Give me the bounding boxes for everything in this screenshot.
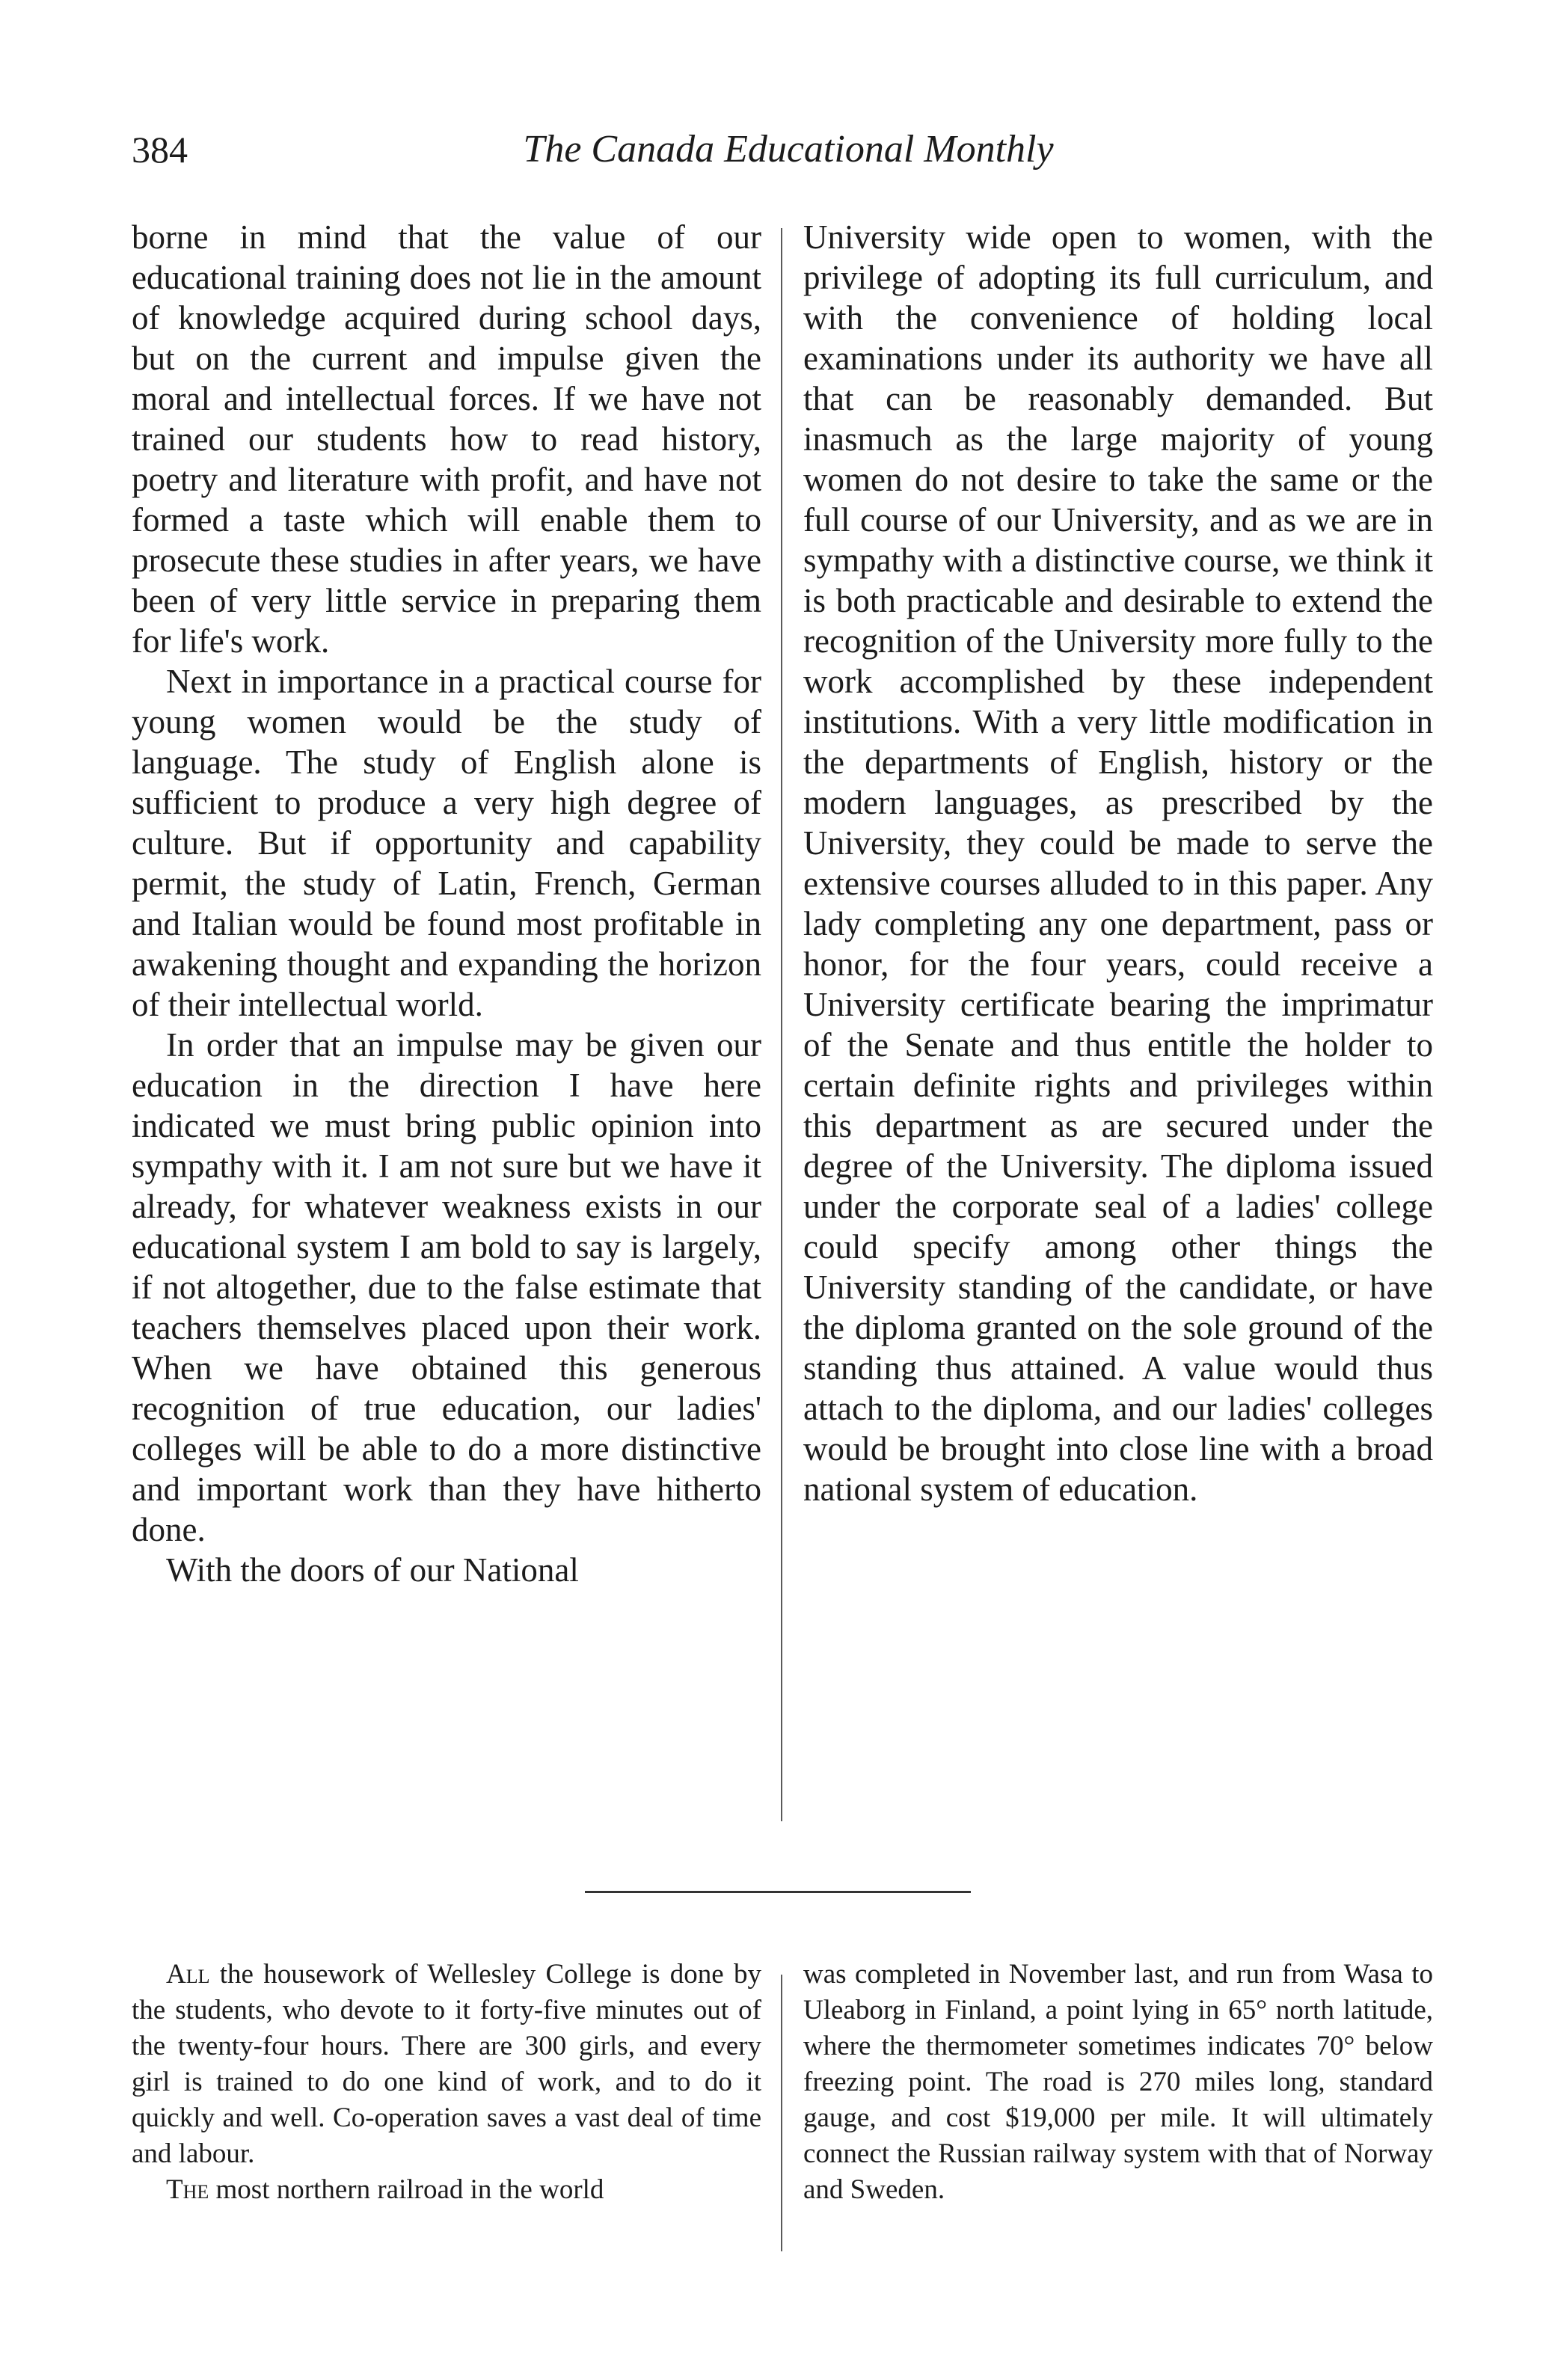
running-title: The Canada Educational Monthly <box>523 128 1054 171</box>
note-text: most northern railroad in the world <box>209 2174 604 2205</box>
notes-right-column <box>803 1957 1433 2208</box>
paragraph: University wide open to women, with the privilege of adopting its full curriculum, and with the convenience of holding local examinations under its authority we have all that can be reasonably demanded. But inasmuch as the large majority of young women do not desire to take the same or the full course of our University, and as we are in sympathy with a distinctive course, we think it is both practicable and desirable to extend the recognition of the University more fully to the work accomplished by these independent institutions. With a very little modification in the departments of English, history or the modern languages, as prescribed by the University, they could be made to serve the extensive courses alluded to in this paper. Any lady completing any one department, pass or honor, for the four years, could receive a University certificate bearing the imprimatur of the Senate and thus entitle the holder to certain definite rights and privileges within this department as are secured under the degree of the University. The diploma issued under the corporate seal of a ladies' college could specify among other things the University standing of the candidate, or have the diploma granted on the sole ground of the standing thus attained. A value would thus attach to the diploma, and our ladies' colleges would be brought into close line with a broad national system of education. <box>803 218 1433 1508</box>
note-text: the housework of Wellesley College is done by the students, who devote to it forty-five minutes out of the twenty-four hours. There are 300 girls, and every girl is trained to do one kind of work, and to do it quickly and well. Co-operation saves a vast deal of time and labour. <box>132 1959 761 2169</box>
news-note-railroad <box>132 2172 761 2208</box>
note-lead: The <box>166 2174 209 2205</box>
paragraph: borne in mind that the value of our educational training does not lie in the amount of knowledge acquired during school days, but on the current and impulse given the moral and intellectual forces. If we have not trained our students how to read history, poetry and literature with profit, and have not formed a taste which will enable them to prosecute these studies in after years, we have been of very little service in preparing them for life's work. <box>132 218 761 660</box>
news-note-wellesley <box>132 1957 761 2172</box>
section-divider <box>585 1891 971 1893</box>
column-divider <box>781 228 782 1821</box>
paragraph: With the doors of our National <box>166 1551 579 1589</box>
notes-left-column <box>132 1957 761 2208</box>
column-divider <box>781 1975 782 2251</box>
paragraph: was completed in November last, and run from Wasa to Uleaborg in Finland, a point lying in 65° north latitude, where the thermometer sometimes indicates 70° below freezing point. The road is 270 miles long, standard gauge, and cost $19,000 per mile. It will ultimately connect the Russian railway system with that of Norway and Sweden. <box>803 1959 1433 2205</box>
main-right-column <box>803 217 1433 1509</box>
paragraph: In order that an impulse may be given our education in the direction I have here indicated we must bring public opinion into sympathy with it. I am not sure but we have it already, for whatever weakness exists in our educational system I am bold to say is largely, if not altogether, due to the false estimate that teachers themselves placed upon their work. When we have obtained this generous recognition of true education, our ladies' colleges will be able to do a more distinctive and important work than they have hitherto done. <box>132 1026 761 1548</box>
main-left-column <box>132 217 761 1590</box>
paragraph: Next in importance in a practical course for young women would be the study of language. The study of English alone is sufficient to produce a very high degree of culture. But if opportunity and capability permit, the study of Latin, French, German and Italian would be found most profitable in awakening thought and expanding the horizon of their intellectual world. <box>132 663 761 1023</box>
page-number: 384 <box>132 129 188 171</box>
page-header <box>132 127 1445 180</box>
note-lead: All <box>166 1959 210 1990</box>
